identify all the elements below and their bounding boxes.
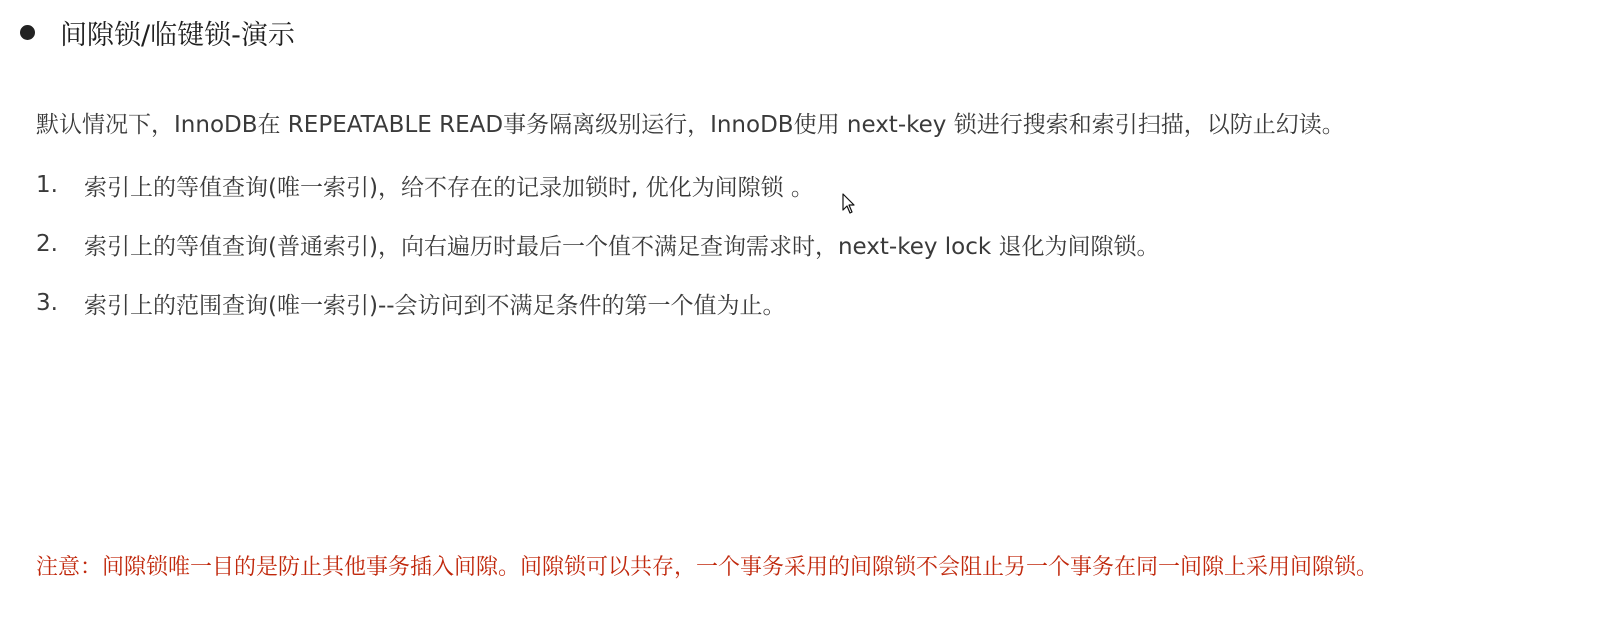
heading-title: 间隙锁/临键锁-演示 <box>60 19 295 51</box>
note-warning: 注意：间隙锁唯一目的是防止其他事务插入间隙。间隙锁可以共存，一个事务采用的间隙锁不会阻止另一个事务在同一间隙上采用间隙锁。 <box>36 555 1379 580</box>
list-item-text: 索引上的等值查询(唯一索引)，给不存在的记录加锁时, 优化为间隙锁 。 <box>84 174 814 201</box>
bullet-icon <box>20 25 35 40</box>
section-heading <box>20 12 295 52</box>
list-item-number: 3. <box>36 290 58 316</box>
mouse-cursor-icon <box>842 193 856 215</box>
list-item <box>36 168 1160 202</box>
list-item-text: 索引上的范围查询(唯一索引)--会访问到不满足条件的第一个值为止。 <box>84 292 786 319</box>
list-item <box>36 286 1160 320</box>
list-item-number: 2. <box>36 231 58 257</box>
list-item-text: 索引上的等值查询(普通索引)，向右遍历时最后一个值不满足查询需求时，next-key lock 退化为间隙锁。 <box>84 233 1160 260</box>
list-item-number: 1. <box>36 172 58 198</box>
rules-list <box>36 168 1160 345</box>
intro-paragraph: 默认情况下，InnoDB在 REPEATABLE READ事务隔离级别运行，InnoDB使用 next-key 锁进行搜索和索引扫描，以防止幻读。 <box>36 112 1345 138</box>
list-item <box>36 227 1160 261</box>
